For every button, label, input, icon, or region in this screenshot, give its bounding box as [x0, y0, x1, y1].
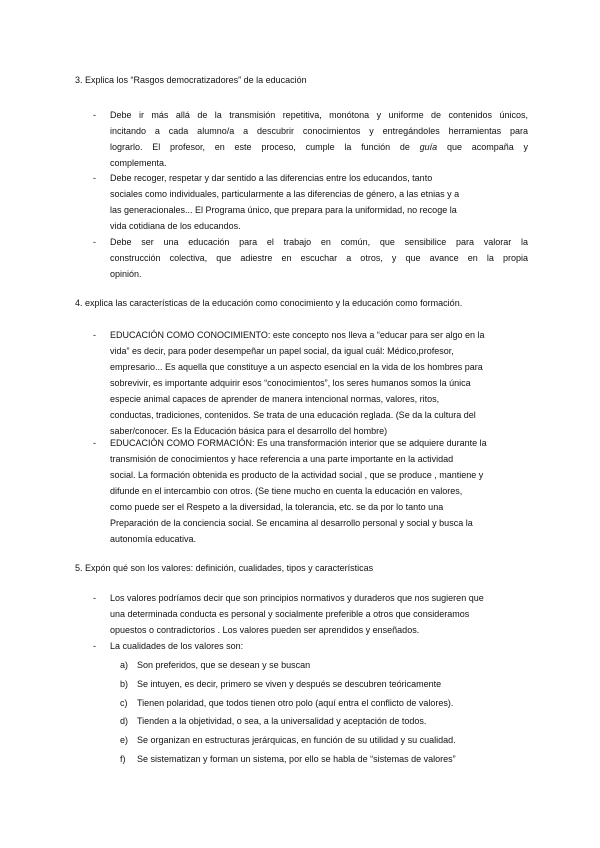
- q5-item-2: [110, 638, 528, 654]
- text-line: EDUCACIÓN COMO FORMACIÓN: Es una transformación interior que se adquiere durante la: [110, 438, 487, 448]
- text-line: especie animal capaces de aprender de manera intencional normas, valores, ritos,: [110, 394, 440, 404]
- text-line: Debe ir más allá de la transmisión repetitiva, monótona y uniforme de contenidos únicos,: [110, 110, 528, 120]
- text-line: conductas, tradiciones, contenidos. Se trata de una educación reglada. (Se da la cultura del: [110, 410, 476, 420]
- quality-text: Son preferidos, que se desean y se buscan: [137, 660, 311, 670]
- q3-item-1: [110, 107, 528, 171]
- quality-letter: a): [120, 660, 129, 670]
- bullet-dash: -: [93, 173, 96, 183]
- quality-text: Se organizan en estructuras jerárquicas, en función de su utilidad y su cualidad.: [137, 735, 456, 745]
- q5-item-1: [110, 590, 528, 638]
- text-line: autonomía educativa.: [110, 534, 197, 544]
- italic-word: guía: [419, 142, 438, 152]
- question-5-title: 5. Expón qué son los valores: definición, cualidades, tipos y características: [75, 563, 374, 573]
- quality-text: Tienden a la objetividad, o sea, a la universalidad y aceptación de todos.: [137, 716, 427, 726]
- text-line: Los valores podríamos decir que son principios normativos y duraderos que nos sugieren que: [110, 593, 484, 603]
- bullet-dash: -: [93, 110, 96, 120]
- text-line: opuestos o contradictorios . Los valores pueden ser aprendidos y enseñados.: [110, 625, 420, 635]
- text-line: construcción colectiva, que adiestre en escuchar a otros, y que avance en la propia: [110, 253, 528, 263]
- text-line: La cualidades de los valores son:: [110, 641, 244, 651]
- text-line: sobrevivir, es importante adquirir esos “conocimientos”, los seres humanos somos la única: [110, 378, 471, 388]
- quality-text: Se intuyen, es decir, primero se viven y después se descubren teóricamente: [137, 679, 442, 689]
- text-line: Preparación de la conciencia social. Se encamina al desarrollo personal y social y busca la: [110, 518, 473, 528]
- bullet-dash: -: [93, 641, 96, 651]
- q4-item-2: [110, 435, 528, 547]
- text-line: opinión.: [110, 269, 142, 279]
- q4-item-1: [110, 327, 528, 439]
- bullet-dash: -: [93, 438, 96, 448]
- question-4-title: 4. explica las características de la educación como conocimiento y la educación como formación.: [75, 298, 463, 308]
- text-line: como puede ser el Respeto a la diversidad, la tolerancia, etc. se da por lo tanto una: [110, 502, 444, 512]
- question-3-title: 3. Explica los “Rasgos democratizadores” de la educación: [75, 75, 307, 85]
- text-line: empresario... Es aquella que constituye a un aspecto esencial en la vida de los hombres para: [110, 362, 483, 372]
- text-line: una determinada conducta es personal y socialmente preferible a otros que consideramos: [110, 609, 470, 619]
- bullet-dash: -: [93, 237, 96, 247]
- text-line: incitando a cada alumno/a a descubrir conocimientos y entregándoles herramientas para: [110, 126, 528, 136]
- q3-item-3: [110, 234, 528, 282]
- bullet-dash: -: [93, 330, 96, 340]
- quality-letter: e): [120, 735, 129, 745]
- text-line: Debe recoger, respetar y dar sentido a las diferencias entre los educandos, tanto: [110, 173, 433, 183]
- quality-text: Tienen polaridad, que todos tienen otro polo (aquí entra el conflicto de valores).: [137, 698, 454, 708]
- text-line: Debe ser una educación para el trabajo en común, que sensibilice para valorar la: [110, 237, 528, 247]
- quality-letter: b): [120, 679, 129, 689]
- text-line: social. La formación obtenida es producto de la actividad social , que se produce , mantiene y: [110, 470, 484, 480]
- text-line: saber/conocer. Es la Educación básica para el desarrollo del hombre): [110, 426, 388, 436]
- text-line: transmisión de conocimientos y hace referencia a una parte importante en la actividad: [110, 454, 454, 464]
- text-line: vida” es decir, para poder desempeñar un papel social, da igual cuál: Médico,profesor,: [110, 346, 454, 356]
- text-line: las generacionales... El Programa único, que prepara para la uniformidad, no recoge la: [110, 205, 457, 215]
- text-line: difunde en el intercambio con otros. (Se tiene mucho en cuenta la educación en valores,: [110, 486, 463, 496]
- quality-letter: c): [120, 698, 128, 708]
- text-line: vida cotidiana de los educandos.: [110, 221, 241, 231]
- quality-text: Se sistematizan y forman un sistema, por ello se habla de “sistemas de valores”: [137, 754, 456, 764]
- quality-letter: f): [120, 754, 126, 764]
- text-line: lograrlo. El profesor, en este proceso, cumple la función de guía que acompaña y: [110, 142, 529, 152]
- q3-item-2: [110, 170, 528, 234]
- bullet-dash: -: [93, 593, 96, 603]
- text-line: EDUCACIÓN COMO CONOCIMIENTO: este concepto nos lleva a “educar para ser algo en la: [110, 330, 485, 340]
- text-line: sociales como individuales, particularmente a las diferencias de género, a las etnias y a: [110, 189, 460, 199]
- text-line: complementa.: [110, 158, 167, 168]
- quality-letter: d): [120, 716, 129, 726]
